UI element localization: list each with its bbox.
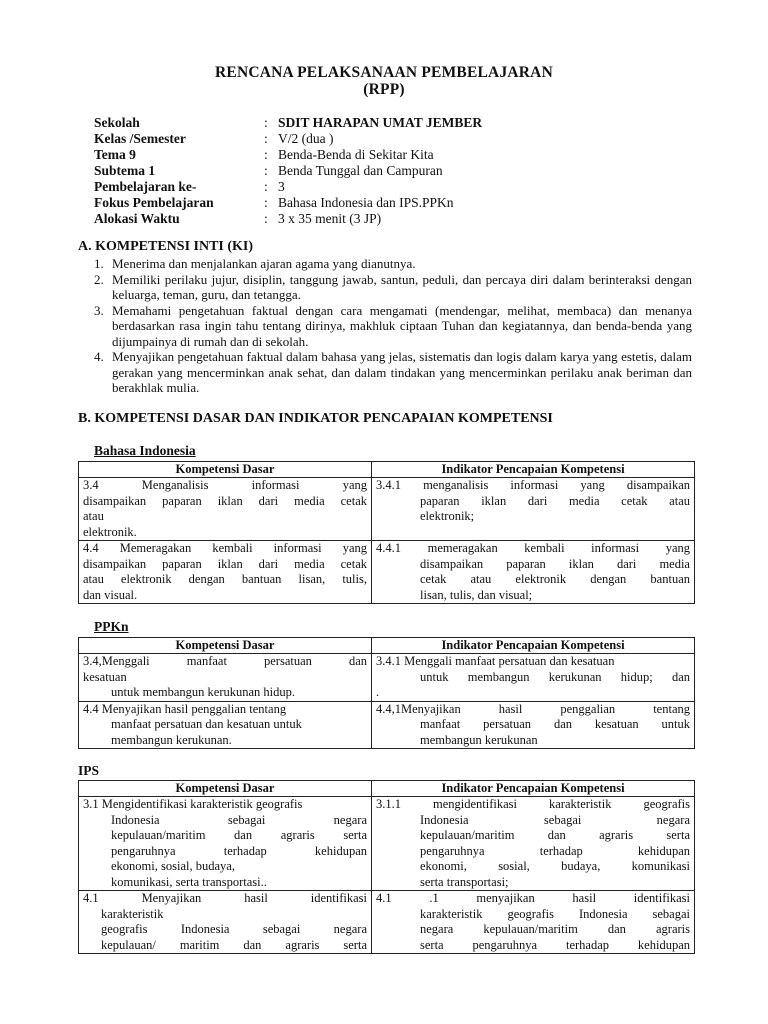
cell-line: elektronik;	[420, 509, 475, 523]
cell-line: cetak atau elektronik dengan bantuan	[420, 572, 690, 586]
table-bahasa-indonesia	[78, 461, 695, 604]
cell-line: 3.1.1 mengidentifikasi karakteristik geografis	[376, 797, 690, 811]
meta-label: Alokasi Waktu	[94, 211, 180, 226]
cell-line: membangun kerukunan.	[111, 732, 232, 747]
cell-line: elektronik.	[83, 524, 137, 539]
cell-line: negara kepulauan/maritim dan agraris	[420, 922, 690, 936]
list-text: Memiliki perilaku jujur, disiplin, tanggung jawab, santun, peduli, dan percaya diri dalam berinteraksi dengan keluarga, teman, guru, dan tetangga.	[112, 271, 692, 302]
meta-colon: :	[264, 115, 268, 130]
cell-line: 3.4 Menganalisis informasi yang	[83, 478, 367, 492]
header-kd: Kompetensi Dasar	[79, 638, 372, 654]
cell-line: disampaikan paparan iklan dari media	[420, 556, 690, 571]
meta-colon: :	[264, 131, 268, 146]
cell-line: serta pengaruhnya terhadap kehidupan	[420, 937, 690, 952]
header-kd: Kompetensi Dasar	[79, 462, 372, 478]
cell-line: komunikasi, serta transportasi..	[111, 874, 267, 889]
table-header-row	[79, 462, 695, 478]
meta-colon: :	[264, 179, 268, 194]
cell-line: disampaikan paparan iklan dari media cetak	[83, 556, 367, 571]
section-b-heading: B. KOMPETENSI DASAR DAN INDIKATOR PENCAPAIAN KOMPETENSI	[78, 411, 553, 426]
header-ipk: Indikator Pencapaian Kompetensi	[372, 638, 695, 654]
cell-line: membangun kerukunan	[420, 732, 538, 747]
table-header-row	[79, 638, 695, 654]
cell-line: kepulauan/maritim dan agraris serta	[111, 828, 367, 842]
cell-line: dan visual.	[83, 587, 138, 602]
cell-ipk	[372, 654, 695, 702]
cell-line: .	[376, 685, 380, 699]
cell-line: ekonomi, sosial, budaya, komunikasi	[420, 859, 690, 873]
cell-line: 3.4,Menggali manfaat persatuan dan	[83, 654, 367, 668]
cell-ipk	[372, 478, 695, 541]
list-text: Memahami pengetahuan faktual dengan cara mengamati (mendengar, melihat, membaca) dan menanya berdasarkan rasa ingin tahu tentang dirinya, makhluk ciptaan Tuhan dan kegiatannya, dan benda-benda yang dijumpainya di rumah dan di sekolah.	[112, 302, 692, 349]
header-ipk: Indikator Pencapaian Kompetensi	[372, 462, 695, 478]
cell-line: atau elektronik dengan bantuan lisan, tulis,	[83, 572, 367, 586]
header-kd: Kompetensi Dasar	[79, 781, 372, 797]
list-number: 3.	[94, 302, 104, 318]
list-item	[94, 303, 692, 350]
meta-label: Pembelajaran ke-	[94, 179, 197, 194]
table-row	[79, 541, 695, 604]
document-title: RENCANA PELAKSANAAN PEMBELAJARAN	[215, 64, 553, 81]
document-subtitle: (RPP)	[363, 81, 405, 98]
meta-row-time	[94, 211, 482, 227]
cell-kd	[79, 797, 372, 891]
cell-line: ekonomi, sosial, budaya,	[111, 859, 235, 873]
cell-line: Indonesia sebagai negara	[111, 812, 367, 827]
cell-ipk	[372, 701, 695, 749]
cell-line: 4.1 Menyajikan hasil identifikasi	[83, 891, 367, 905]
meta-row-theme	[94, 147, 482, 163]
cell-line: pengaruhnya terhadap kehidupan	[420, 843, 690, 858]
cell-line: serta transportasi;	[420, 874, 509, 889]
cell-line: disampaikan paparan iklan dari media cetak	[83, 493, 367, 508]
subject-ppkn: PPKn	[94, 619, 129, 634]
meta-value: Bahasa Indonesia dan IPS.PPKn	[278, 195, 454, 210]
cell-kd	[79, 541, 372, 604]
subject-ips: IPS	[78, 763, 100, 778]
list-item	[94, 272, 692, 303]
cell-line: kepulauan/ maritim dan agraris serta	[101, 937, 367, 952]
list-item	[94, 349, 692, 396]
list-text: Menerima dan menjalankan ajaran agama yang dianutnya.	[112, 256, 416, 271]
cell-line: lisan, tulis, dan visual;	[420, 587, 533, 602]
cell-kd	[79, 654, 372, 702]
meta-value: V/2 (dua )	[278, 131, 334, 146]
cell-kd	[79, 478, 372, 541]
cell-line: karakteristik geografis Indonesia sebagai	[420, 906, 690, 921]
cell-line: 4.4,1Menyajikan hasil penggalian tentang	[376, 701, 690, 716]
meta-colon: :	[264, 163, 268, 178]
meta-label: Subtema 1	[94, 163, 156, 178]
table-row	[79, 701, 695, 749]
cell-line: kesatuan	[83, 669, 127, 684]
cell-kd	[79, 701, 372, 749]
meta-value: 3	[278, 179, 285, 194]
cell-ipk	[372, 891, 695, 954]
cell-line: paparan iklan dari media cetak atau	[420, 493, 690, 508]
list-text: Menyajikan pengetahuan faktual dalam bahasa yang jelas, sistematis dan logis dalam karya yang estetis, dalam gerakan yang mencerminkan anak sehat, dan dalam tindakan yang mencerminkan perilaku anak beriman dan berakhlak mulia.	[112, 349, 692, 395]
cell-line: atau	[83, 509, 104, 523]
meta-colon: :	[264, 195, 268, 210]
cell-line: 3.1 Mengidentifikasi karakteristik geografis	[83, 797, 303, 811]
meta-label: Kelas /Semester	[94, 131, 186, 146]
cell-line: 4.4.1 memeragakan kembali informasi yang	[376, 541, 690, 555]
table-row	[79, 891, 695, 954]
cell-line: untuk membangun kerukunan hidup; dan	[420, 669, 690, 684]
identity-block	[94, 115, 482, 227]
subject-bahasa-indonesia: Bahasa Indonesia	[94, 443, 196, 458]
cell-line: manfaat persatuan dan kesatuan untuk	[420, 717, 690, 731]
cell-line: geografis Indonesia sebagai negara	[101, 922, 367, 936]
list-number: 4.	[94, 349, 104, 364]
meta-value: SDIT HARAPAN UMAT JEMBER	[278, 115, 483, 130]
table-row	[79, 654, 695, 702]
meta-value: 3 x 35 menit (3 JP)	[278, 211, 382, 226]
meta-row-focus	[94, 195, 482, 211]
list-number: 2.	[94, 271, 104, 287]
table-row	[79, 478, 695, 541]
cell-line: untuk membangun kerukunan hidup.	[111, 685, 295, 699]
cell-line: Indonesia sebagai negara	[420, 812, 690, 827]
cell-ipk	[372, 541, 695, 604]
ki-list	[94, 256, 692, 396]
cell-line: 3.4.1 menganalisis informasi yang disampaikan	[376, 478, 690, 492]
table-header-row	[79, 781, 695, 797]
table-row	[79, 797, 695, 891]
cell-line: pengaruhnya terhadap kehidupan	[111, 843, 367, 858]
cell-line: manfaat persatuan dan kesatuan untuk	[111, 717, 302, 731]
cell-line: 3.4.1 Menggali manfaat persatuan dan kesatuan	[376, 654, 615, 668]
cell-ipk	[372, 797, 695, 891]
table-ips	[78, 780, 695, 954]
cell-line: kepulauan/maritim dan agraris serta	[420, 828, 690, 842]
section-a-heading: A. KOMPETENSI INTI (KI)	[78, 239, 254, 254]
cell-line: 4.4 Memeragakan kembali informasi yang	[83, 541, 367, 555]
meta-label: Sekolah	[94, 115, 140, 130]
meta-row-lesson	[94, 179, 482, 195]
cell-line: 4.4 Menyajikan hasil penggalian tentang	[83, 701, 287, 716]
cell-line: karakteristik	[101, 906, 164, 921]
header-ipk: Indikator Pencapaian Kompetensi	[372, 781, 695, 797]
meta-colon: :	[264, 147, 268, 162]
meta-row-class	[94, 131, 482, 147]
meta-row-school	[94, 115, 482, 131]
list-item	[94, 256, 692, 272]
meta-colon: :	[264, 211, 268, 226]
table-ppkn	[78, 637, 695, 749]
cell-kd	[79, 891, 372, 954]
meta-value: Benda Tunggal dan Campuran	[278, 163, 443, 178]
cell-line: 4.1 .1 menyajikan hasil identifikasi	[376, 891, 690, 905]
list-number: 1.	[94, 256, 104, 271]
meta-label: Fokus Pembelajaran	[94, 195, 214, 210]
meta-label: Tema 9	[94, 147, 136, 162]
meta-row-subtheme	[94, 163, 482, 179]
meta-value: Benda-Benda di Sekitar Kita	[278, 147, 434, 162]
